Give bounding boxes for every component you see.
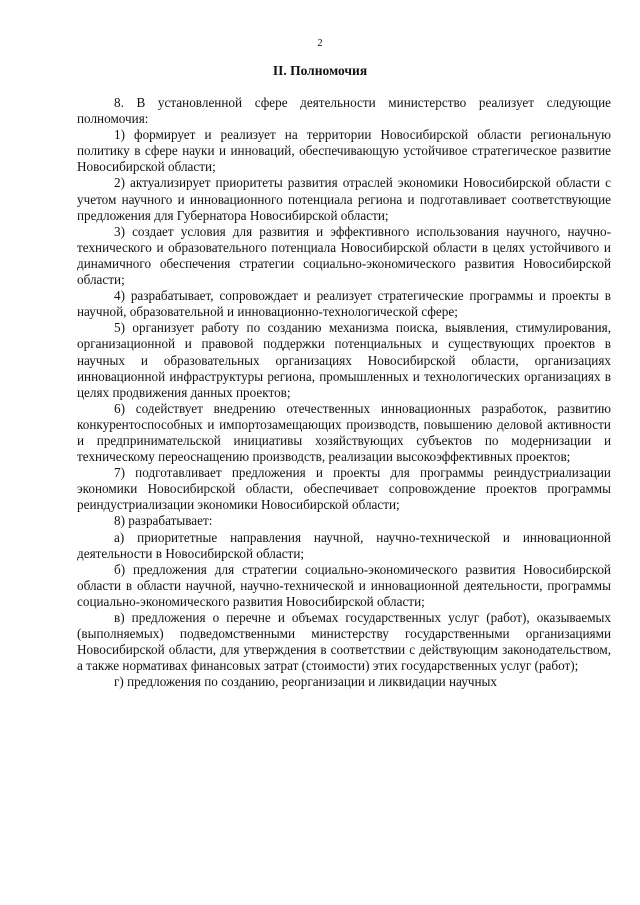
paragraph-subitem-a: а) приоритетные направления научной, научно-технической и инновационной деятельности в Новосибирской области; xyxy=(77,529,611,561)
paragraph-item-7: 7) подготавливает предложения и проекты для программы реиндустриализации экономики Новосибирской области, обеспечивает сопровождение проектов программы реиндустриализации экономики Новосибирской области; xyxy=(77,465,611,513)
paragraph-subitem-v: в) предложения о перечне и объемах государственных услуг (работ), оказываемых (выполняемых) подведомственными министерству государственными организациями Новосибирской области, для утверждения в соответствии с действующим законодательством, а также нормативах финансовых затрат (стоимости) этих государственных услуг (работ); xyxy=(77,610,611,674)
page-number: 2 xyxy=(317,38,323,49)
paragraph-subitem-g: г) предложения по созданию, реорганизации и ликвидации научных xyxy=(114,674,497,690)
paragraph-item-4: 4) разрабатывает, сопровождает и реализует стратегические программы и проекты в научной, образовательной и инновационно-технологической сфере; xyxy=(77,288,611,320)
paragraph-item-8: 8) разрабатывает: xyxy=(114,513,213,529)
paragraph-item-5: 5) организует работу по созданию механизма поиска, выявления, стимулирования, организационной и правовой поддержки потенциальных и существующих проектов в научных и образовательных организациях Новосибирской области, организациях инновационной инфраструктуры региона, промышленных и технологических организациях в целях продвижения данных проектов; xyxy=(77,320,611,400)
section-title: II. Полномочия xyxy=(272,63,368,78)
paragraph-item-6: 6) содействует внедрению отечественных инновационных разработок, развитию конкурентоспособных и импортозамещающих производств, повышению деловой активности и предпринимательской инициативы хозяйствующих субъектов по модернизации и техническому переоснащению производств, реализации высокоэффективных проектов; xyxy=(77,400,611,465)
paragraph-item-3: 3) создает условия для развития и эффективного использования научного, научно-технического и образовательного потенциала Новосибирской области в целях устойчивого и динамичного обеспечения стратегии социально-экономического развития Новосибирской области; xyxy=(77,223,611,288)
paragraph-subitem-b: б) предложения для стратегии социально-экономического развития Новосибирской области в области научной, научно-технической и инновационной деятельности, программы социально-экономического развития Новосибирской области; xyxy=(77,561,611,609)
document-body xyxy=(77,95,611,690)
paragraph-item-1: 1) формирует и реализует на территории Новосибирской области региональную политику в сфере науки и инноваций, обеспечивающую устойчивое стратегическое развитие Новосибирской области; xyxy=(77,127,611,175)
paragraph-item-2: 2) актуализирует приоритеты развития отраслей экономики Новосибирской области с учетом научного и инновационного потенциала региона и подготавливает соответствующие предложения для Губернатора Новосибирской области; xyxy=(77,175,611,223)
paragraph-8-intro: 8. В установленной сфере деятельности министерство реализует следующие полномочия: xyxy=(77,95,611,127)
